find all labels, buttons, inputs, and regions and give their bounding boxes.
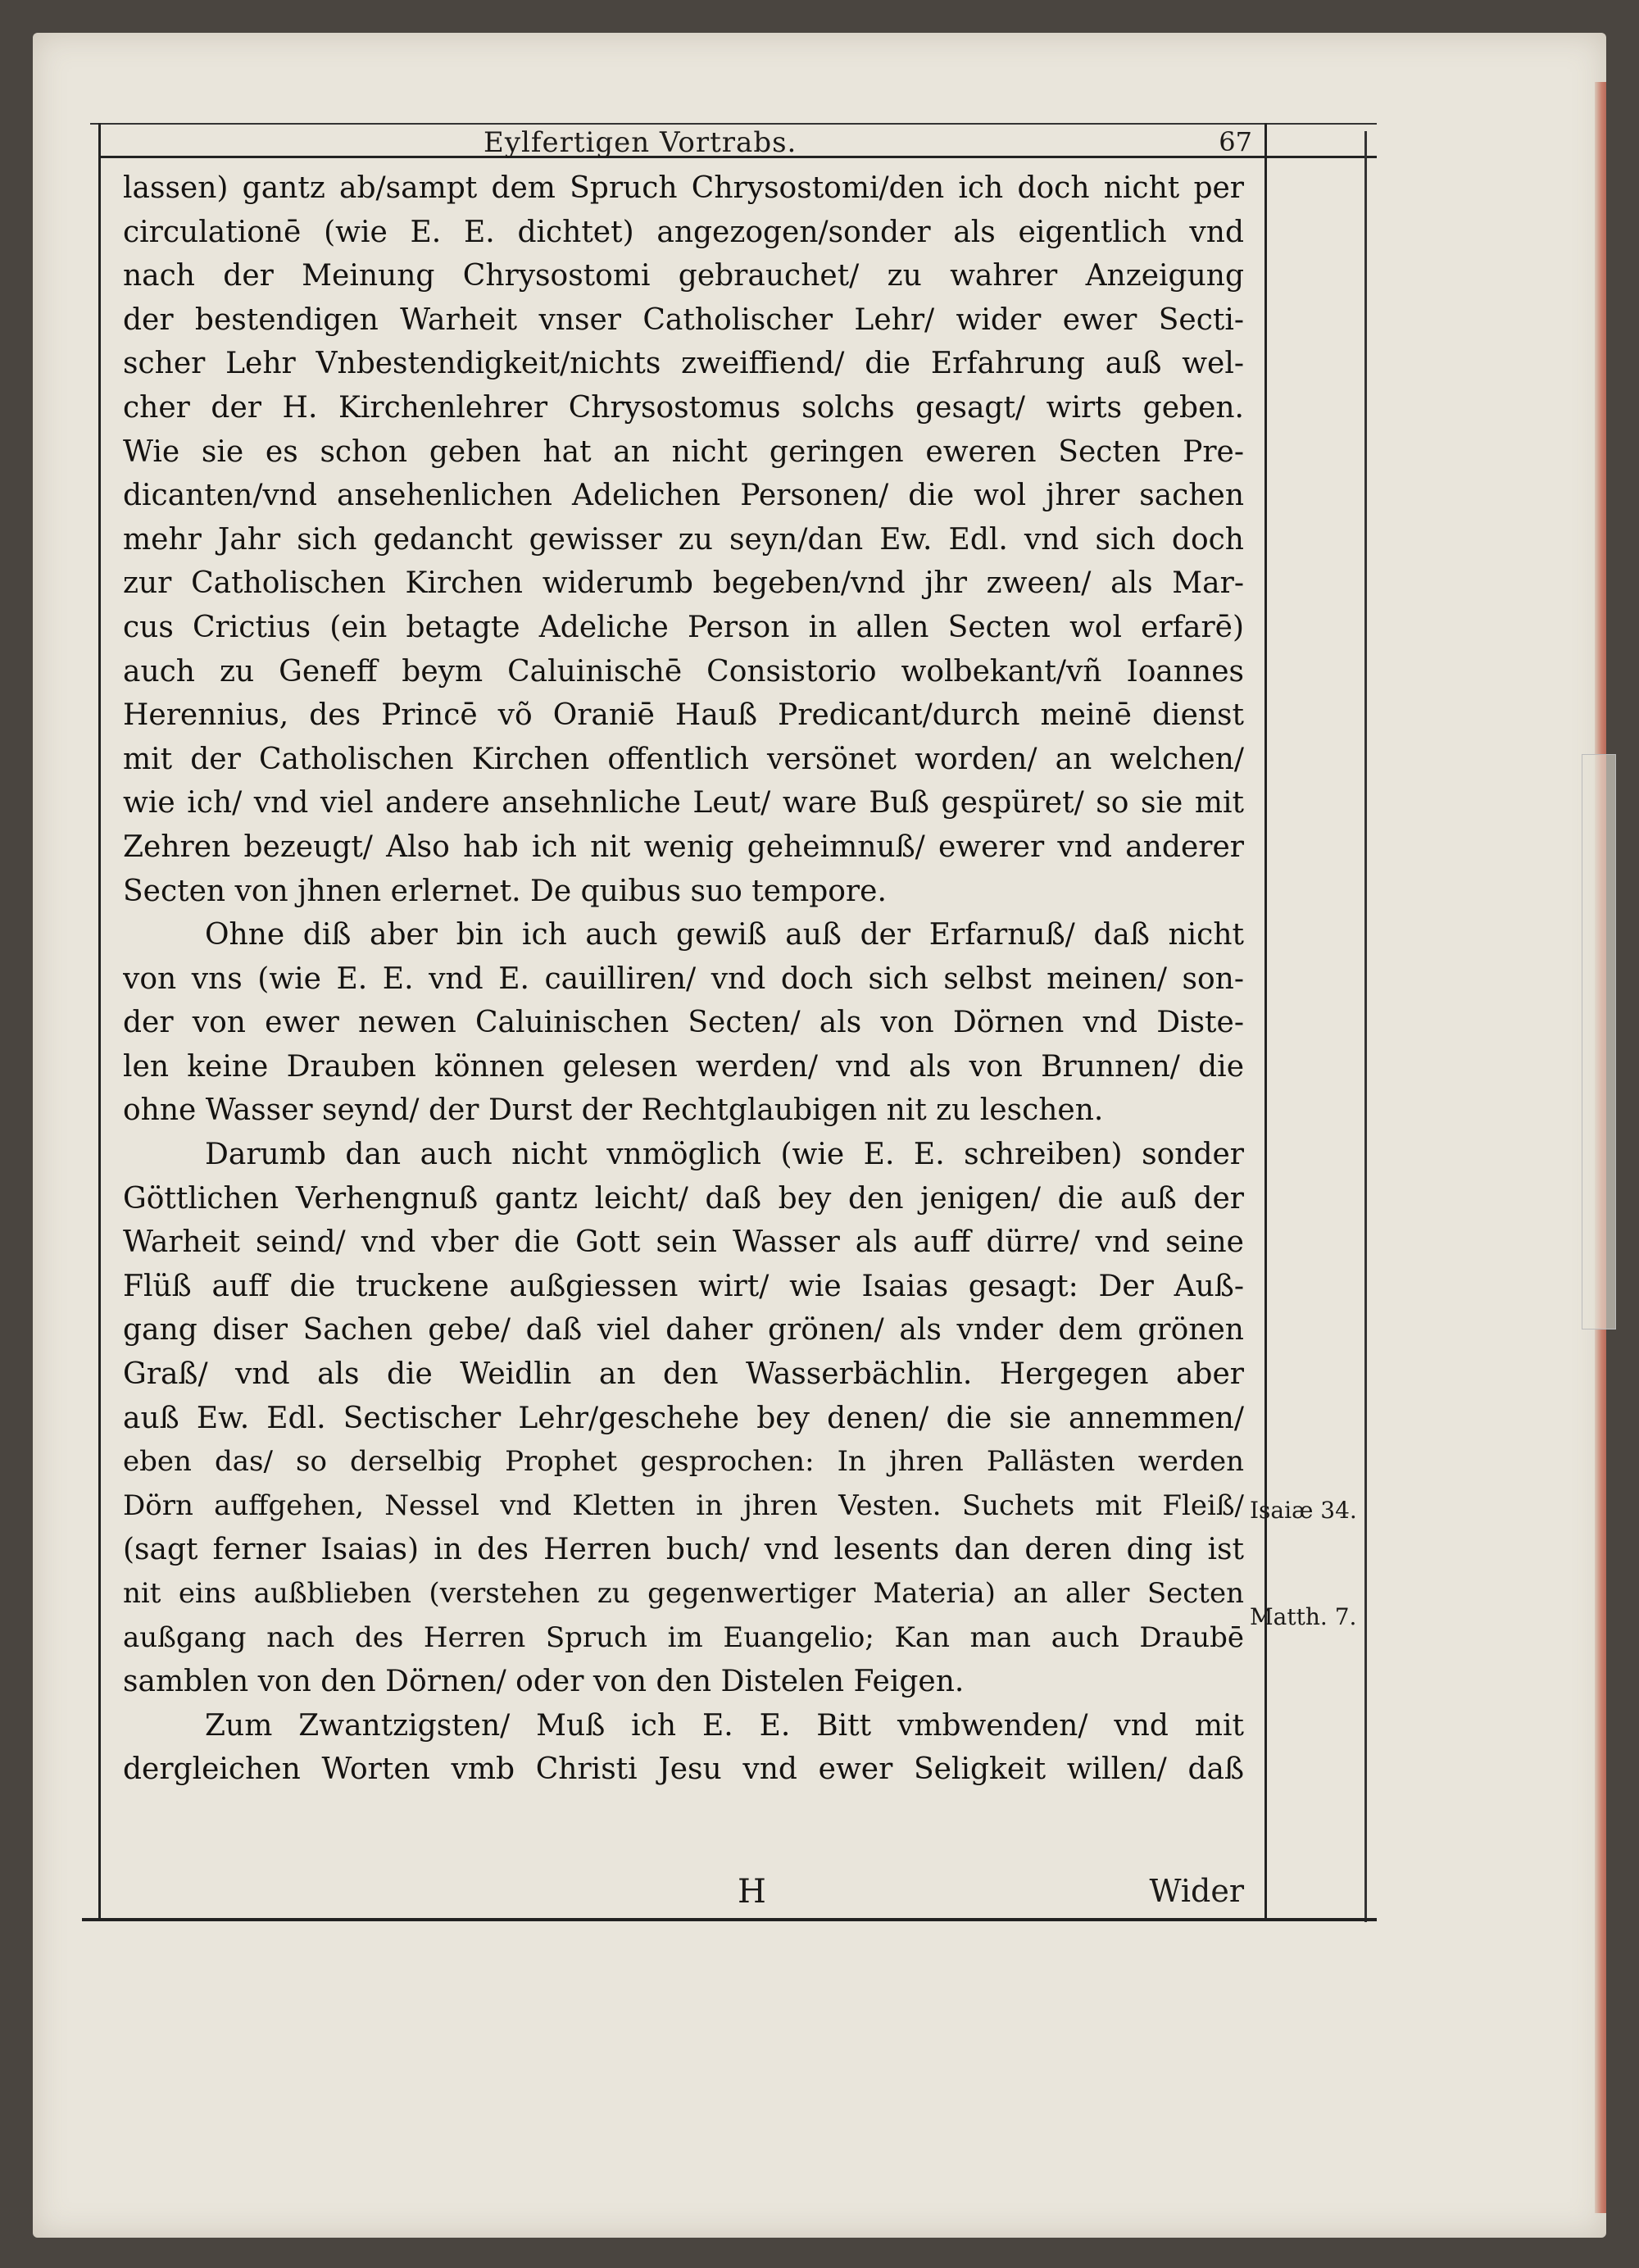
text-line: scher Lehr Vnbestendigkeit/nichts zweiffiend/ die Erfahrung auß wel- [123, 347, 1244, 381]
text-line: eben das/ so derselbig Prophet gesprochen: In jhren Pallästen werden [123, 1445, 1244, 1479]
text-line: auß Ew. Edl. Sectischer Lehr/geschehe bey denen/ die sie annemmen/ [123, 1401, 1244, 1435]
text-line: nit eins außblieben (verstehen zu gegenwertiger Materia) an aller Secten [123, 1577, 1244, 1610]
text-line: len keine Drauben können gelesen werden/ vnd als von Brunnen/ die [123, 1049, 1244, 1084]
text-line: (sagt ferner Isaias) in des Herren buch/ vnd lesents dan deren ding ist [123, 1533, 1244, 1567]
bottom-rule [82, 1918, 1377, 1921]
text-line: Ohne diß aber bin ich auch gewiß auß der Erfarnuß/ daß nicht [205, 918, 1244, 952]
body-text [123, 166, 1244, 1792]
text-line: mehr Jahr sich gedancht gewisser zu seyn/dan Ew. Edl. vnd sich doch [123, 522, 1244, 557]
text-line: auch zu Geneff beym Caluinischē Consistorio wolbekant/vñ Ioannes [123, 654, 1244, 689]
text-line: von vns (wie E. E. vnd E. cauilliren/ vnd doch sich selbst meinen/ son- [123, 961, 1244, 996]
paper-slip [1582, 754, 1616, 1329]
text-line: Göttlichen Verhengnuß gantz leicht/ daß bey den jenigen/ die auß der [123, 1181, 1244, 1216]
margin-note-matthew: Matth. 7. [1250, 1603, 1357, 1630]
signature-mark: H [738, 1873, 766, 1911]
text-line: Darumb dan auch nicht vnmöglich (wie E. E. schreiben) sonder [205, 1138, 1244, 1172]
text-line: Dörn auffgehen, Nessel vnd Kletten in jhren Vesten. Suchets mit Fleiß/ [123, 1489, 1244, 1522]
margin-rule [1364, 131, 1367, 1922]
text-line: Wie sie es schon geben hat an nicht geringen eweren Secten Pre- [123, 434, 1244, 469]
text-line: der von ewer newen Caluinischen Secten/ als von Dörnen vnd Diste- [123, 1006, 1244, 1040]
text-line: Zum Zwantzigsten/ Muß ich E. E. Bitt vmbwenden/ vnd mit [205, 1708, 1244, 1743]
text-line: dicanten/vnd ansehenlichen Adelichen Personen/ die wol jhrer sachen [123, 479, 1244, 513]
text-line: ohne Wasser seynd/ der Durst der Rechtglaubigen nit zu leschen. [123, 1093, 1104, 1128]
text-line: cus Crictius (ein betagte Adeliche Person in allen Secten wol erfarē) [123, 610, 1244, 644]
text-line: nach der Meinung Chrysostomi gebrauchet/ zu wahrer Anzeigung [123, 259, 1244, 293]
page-footer [123, 1873, 1244, 1914]
text-line: circulationē (wie E. E. dichtet) angezogen/sonder als eigentlich vnd [123, 215, 1244, 249]
margin-note-isaiah: Isaiæ 34. [1250, 1497, 1357, 1524]
running-title: Eylfertigen Vortrabs. [484, 126, 797, 159]
text-line: samblen von den Dörnen/ oder von den Distelen Feigen. [123, 1665, 965, 1699]
text-line: der bestendigen Warheit vnser Catholischer Lehr/ wider ewer Secti- [123, 302, 1244, 337]
text-line: cher der H. Kirchenlehrer Chrysostomus solchs gesagt/ wirts geben. [123, 390, 1244, 425]
text-line: gang diser Sachen gebe/ daß viel daher grönen/ als vnder dem grönen [123, 1313, 1244, 1348]
text-line: Herennius, des Princē võ Oraniē Hauß Predicant/durch meinē dienst [123, 698, 1244, 733]
text-line: Graß/ vnd als die Weidlin an den Wasserbächlin. Hergegen aber [123, 1357, 1244, 1392]
page-number: 67 [1219, 126, 1252, 157]
text-line: lassen) gantz ab/sampt dem Spruch Chrysostomi/den ich doch nicht per [123, 171, 1244, 205]
text-line: Secten von jhnen erlernet. De quibus suo tempore. [123, 874, 887, 908]
text-line: Warheit seind/ vnd vber die Gott sein Wasser als auff dürre/ vnd seine [123, 1225, 1244, 1260]
text-line: Zehren bezeugt/ Also hab ich nit wenig geheimnuß/ ewerer vnd anderer [123, 829, 1244, 864]
text-line: zur Catholischen Kirchen widerumb begeben/vnd jhr zween/ als Mar- [123, 566, 1244, 601]
text-line: Flüß auff die truckene außgiessen wirt/ wie Isaias gesagt: Der Auß- [123, 1269, 1244, 1303]
text-line: außgang nach des Herren Spruch im Euangelio; Kan man auch Draubē [123, 1620, 1244, 1654]
text-line: wie ich/ vnd viel andere ansehnliche Leut/ ware Buß gespüret/ so sie mit [123, 786, 1244, 820]
text-line: mit der Catholischen Kirchen offentlich versönet worden/ an welchen/ [123, 742, 1244, 776]
page-header [98, 125, 1262, 159]
text-line: dergleichen Worten vmb Christi Jesu vnd ewer Seligkeit willen/ daß [123, 1752, 1244, 1787]
catchword: Wider [1149, 1873, 1244, 1909]
